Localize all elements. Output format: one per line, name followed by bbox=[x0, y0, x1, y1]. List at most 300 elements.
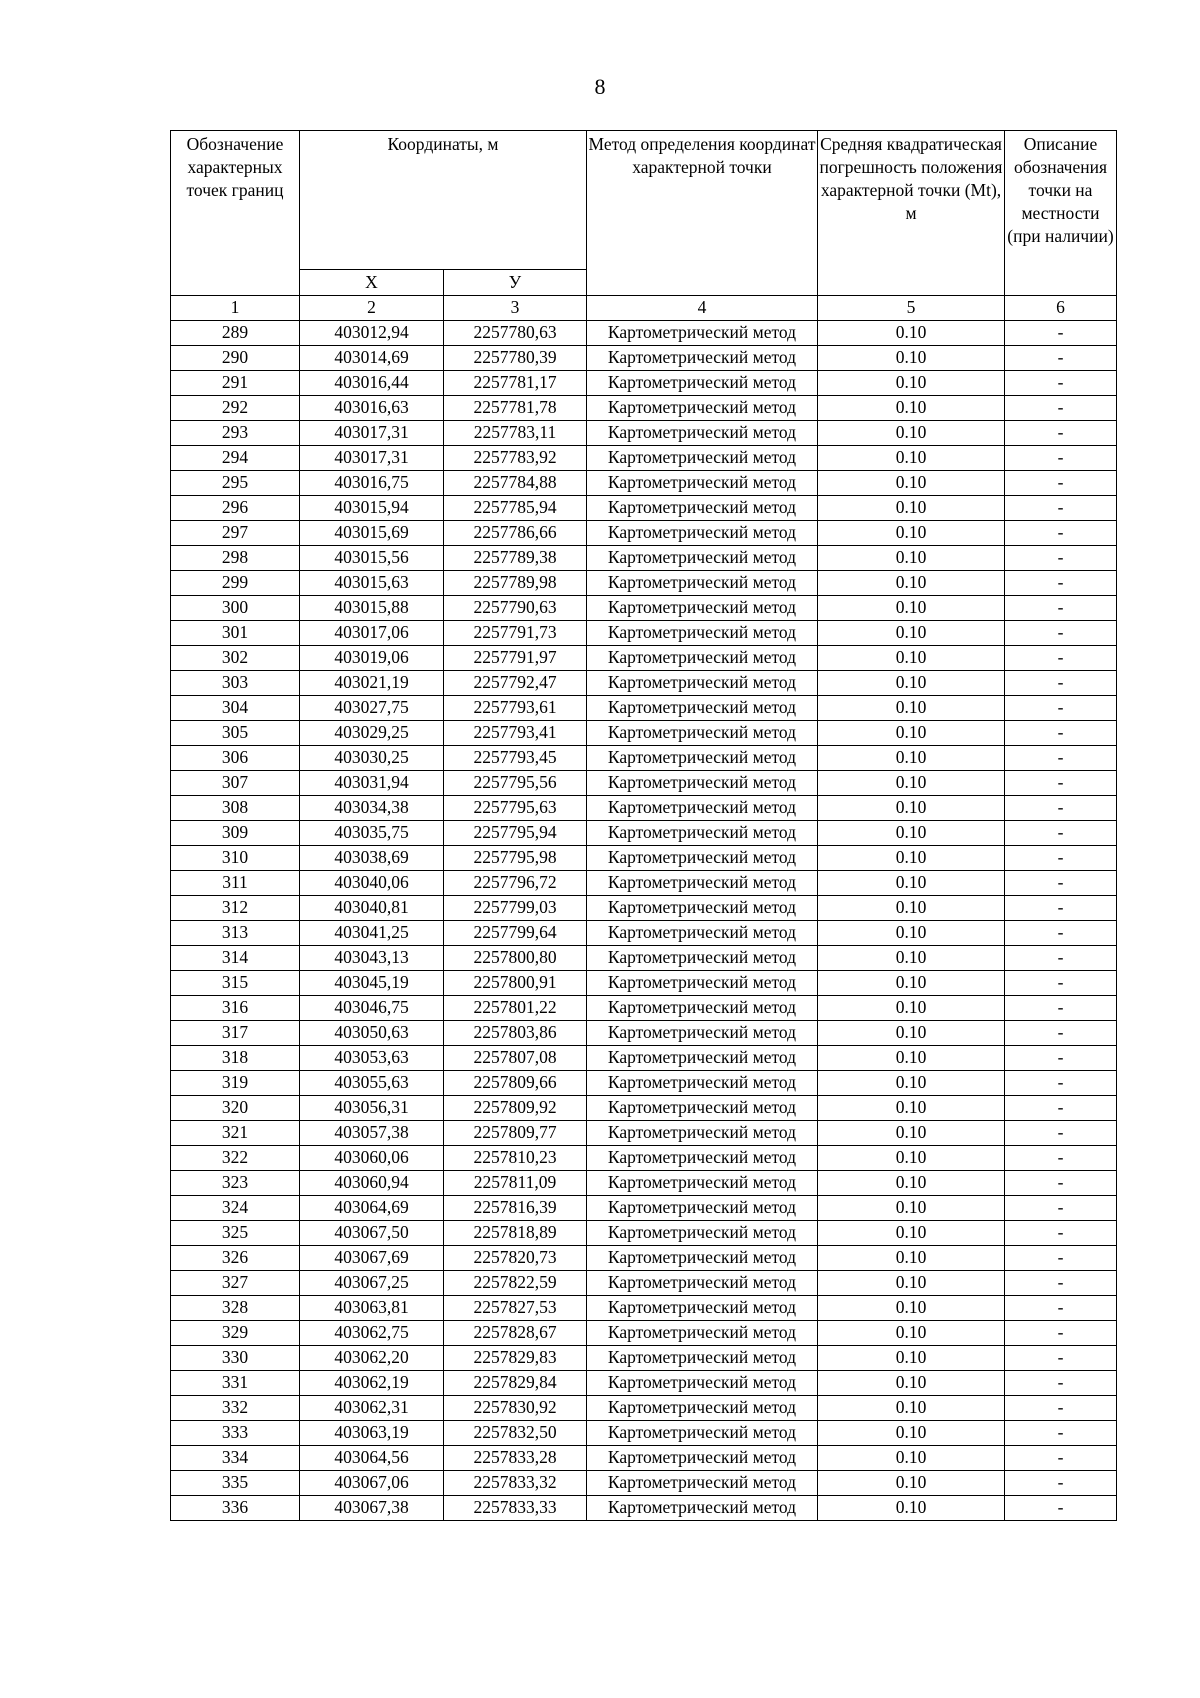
x-coordinate-cell: 403015,88 bbox=[300, 596, 444, 621]
point-id-cell: 301 bbox=[171, 621, 300, 646]
y-coordinate-cell: 2257827,53 bbox=[444, 1296, 587, 1321]
description-cell: - bbox=[1005, 746, 1117, 771]
y-coordinate-cell: 2257791,73 bbox=[444, 621, 587, 646]
y-coordinate-cell: 2257832,50 bbox=[444, 1421, 587, 1446]
error-cell: 0.10 bbox=[818, 396, 1005, 421]
description-cell: - bbox=[1005, 946, 1117, 971]
description-cell: - bbox=[1005, 1446, 1117, 1471]
method-cell: Картометрический метод bbox=[587, 571, 818, 596]
description-cell: - bbox=[1005, 1471, 1117, 1496]
error-cell: 0.10 bbox=[818, 1146, 1005, 1171]
point-id-cell: 312 bbox=[171, 896, 300, 921]
table-row bbox=[171, 1471, 1117, 1496]
table-row bbox=[171, 596, 1117, 621]
y-coordinate-cell: 2257783,11 bbox=[444, 421, 587, 446]
error-cell: 0.10 bbox=[818, 846, 1005, 871]
method-cell: Картометрический метод bbox=[587, 1271, 818, 1296]
error-cell: 0.10 bbox=[818, 871, 1005, 896]
header-point-designation: Обозначение характерных точек границ bbox=[171, 131, 300, 296]
table-row bbox=[171, 621, 1117, 646]
x-coordinate-cell: 403067,38 bbox=[300, 1496, 444, 1521]
point-id-cell: 311 bbox=[171, 871, 300, 896]
error-cell: 0.10 bbox=[818, 346, 1005, 371]
column-number: 6 bbox=[1005, 296, 1117, 321]
x-coordinate-cell: 403067,69 bbox=[300, 1246, 444, 1271]
point-id-cell: 291 bbox=[171, 371, 300, 396]
error-cell: 0.10 bbox=[818, 946, 1005, 971]
x-coordinate-cell: 403034,38 bbox=[300, 796, 444, 821]
error-cell: 0.10 bbox=[818, 571, 1005, 596]
description-cell: - bbox=[1005, 721, 1117, 746]
table-row bbox=[171, 1246, 1117, 1271]
method-cell: Картометрический метод bbox=[587, 946, 818, 971]
table-row bbox=[171, 721, 1117, 746]
table-row bbox=[171, 521, 1117, 546]
error-cell: 0.10 bbox=[818, 1321, 1005, 1346]
point-id-cell: 316 bbox=[171, 996, 300, 1021]
point-id-cell: 289 bbox=[171, 321, 300, 346]
y-coordinate-cell: 2257799,64 bbox=[444, 921, 587, 946]
x-coordinate-cell: 403017,31 bbox=[300, 421, 444, 446]
x-coordinate-cell: 403040,06 bbox=[300, 871, 444, 896]
error-cell: 0.10 bbox=[818, 1021, 1005, 1046]
description-cell: - bbox=[1005, 1121, 1117, 1146]
x-coordinate-cell: 403017,06 bbox=[300, 621, 444, 646]
x-coordinate-cell: 403053,63 bbox=[300, 1046, 444, 1071]
y-coordinate-cell: 2257781,17 bbox=[444, 371, 587, 396]
table-row bbox=[171, 1496, 1117, 1521]
table-row bbox=[171, 921, 1117, 946]
method-cell: Картометрический метод bbox=[587, 646, 818, 671]
description-cell: - bbox=[1005, 1196, 1117, 1221]
description-cell: - bbox=[1005, 1246, 1117, 1271]
table-row bbox=[171, 1021, 1117, 1046]
x-coordinate-cell: 403014,69 bbox=[300, 346, 444, 371]
point-id-cell: 326 bbox=[171, 1246, 300, 1271]
method-cell: Картометрический метод bbox=[587, 796, 818, 821]
x-coordinate-cell: 403050,63 bbox=[300, 1021, 444, 1046]
y-coordinate-cell: 2257822,59 bbox=[444, 1271, 587, 1296]
description-cell: - bbox=[1005, 396, 1117, 421]
error-cell: 0.10 bbox=[818, 1246, 1005, 1271]
point-id-cell: 334 bbox=[171, 1446, 300, 1471]
error-cell: 0.10 bbox=[818, 1046, 1005, 1071]
point-id-cell: 336 bbox=[171, 1496, 300, 1521]
description-cell: - bbox=[1005, 621, 1117, 646]
point-id-cell: 290 bbox=[171, 346, 300, 371]
table-row bbox=[171, 896, 1117, 921]
point-id-cell: 324 bbox=[171, 1196, 300, 1221]
description-cell: - bbox=[1005, 1371, 1117, 1396]
table-row bbox=[171, 746, 1117, 771]
description-cell: - bbox=[1005, 446, 1117, 471]
table-row bbox=[171, 1196, 1117, 1221]
table-row bbox=[171, 421, 1117, 446]
error-cell: 0.10 bbox=[818, 796, 1005, 821]
method-cell: Картометрический метод bbox=[587, 396, 818, 421]
point-id-cell: 294 bbox=[171, 446, 300, 471]
table-row bbox=[171, 1421, 1117, 1446]
table-row bbox=[171, 1371, 1117, 1396]
method-cell: Картометрический метод bbox=[587, 1446, 818, 1471]
x-coordinate-cell: 403015,63 bbox=[300, 571, 444, 596]
x-coordinate-cell: 403060,06 bbox=[300, 1146, 444, 1171]
y-coordinate-cell: 2257809,77 bbox=[444, 1121, 587, 1146]
coordinates-table bbox=[170, 130, 1117, 1521]
table-row bbox=[171, 946, 1117, 971]
description-cell: - bbox=[1005, 1396, 1117, 1421]
table-row bbox=[171, 1071, 1117, 1096]
table-row bbox=[171, 371, 1117, 396]
error-cell: 0.10 bbox=[818, 1071, 1005, 1096]
error-cell: 0.10 bbox=[818, 696, 1005, 721]
error-cell: 0.10 bbox=[818, 746, 1005, 771]
point-id-cell: 306 bbox=[171, 746, 300, 771]
error-cell: 0.10 bbox=[818, 1121, 1005, 1146]
y-coordinate-cell: 2257781,78 bbox=[444, 396, 587, 421]
description-cell: - bbox=[1005, 546, 1117, 571]
point-id-cell: 332 bbox=[171, 1396, 300, 1421]
method-cell: Картометрический метод bbox=[587, 846, 818, 871]
description-cell: - bbox=[1005, 796, 1117, 821]
error-cell: 0.10 bbox=[818, 1196, 1005, 1221]
description-cell: - bbox=[1005, 1346, 1117, 1371]
x-coordinate-cell: 403015,56 bbox=[300, 546, 444, 571]
y-coordinate-cell: 2257829,84 bbox=[444, 1371, 587, 1396]
description-cell: - bbox=[1005, 496, 1117, 521]
x-coordinate-cell: 403029,25 bbox=[300, 721, 444, 746]
method-cell: Картометрический метод bbox=[587, 821, 818, 846]
y-coordinate-cell: 2257799,03 bbox=[444, 896, 587, 921]
method-cell: Картометрический метод bbox=[587, 1196, 818, 1221]
method-cell: Картометрический метод bbox=[587, 896, 818, 921]
point-id-cell: 292 bbox=[171, 396, 300, 421]
column-number: 4 bbox=[587, 296, 818, 321]
x-coordinate-cell: 403021,19 bbox=[300, 671, 444, 696]
method-cell: Картометрический метод bbox=[587, 321, 818, 346]
point-id-cell: 323 bbox=[171, 1171, 300, 1196]
error-cell: 0.10 bbox=[818, 471, 1005, 496]
x-coordinate-cell: 403067,50 bbox=[300, 1221, 444, 1246]
x-coordinate-cell: 403019,06 bbox=[300, 646, 444, 671]
error-cell: 0.10 bbox=[818, 546, 1005, 571]
method-cell: Картометрический метод bbox=[587, 996, 818, 1021]
y-coordinate-cell: 2257795,56 bbox=[444, 771, 587, 796]
point-id-cell: 333 bbox=[171, 1421, 300, 1446]
method-cell: Картометрический метод bbox=[587, 1496, 818, 1521]
description-cell: - bbox=[1005, 1296, 1117, 1321]
error-cell: 0.10 bbox=[818, 1096, 1005, 1121]
y-coordinate-cell: 2257818,89 bbox=[444, 1221, 587, 1246]
table-row bbox=[171, 396, 1117, 421]
table-row bbox=[171, 496, 1117, 521]
table-row bbox=[171, 1221, 1117, 1246]
method-cell: Картометрический метод bbox=[587, 1171, 818, 1196]
x-coordinate-cell: 403030,25 bbox=[300, 746, 444, 771]
point-id-cell: 305 bbox=[171, 721, 300, 746]
table-row bbox=[171, 671, 1117, 696]
point-id-cell: 331 bbox=[171, 1371, 300, 1396]
point-id-cell: 299 bbox=[171, 571, 300, 596]
description-cell: - bbox=[1005, 1071, 1117, 1096]
point-id-cell: 321 bbox=[171, 1121, 300, 1146]
x-coordinate-cell: 403012,94 bbox=[300, 321, 444, 346]
error-cell: 0.10 bbox=[818, 646, 1005, 671]
x-coordinate-cell: 403055,63 bbox=[300, 1071, 444, 1096]
method-cell: Картометрический метод bbox=[587, 1371, 818, 1396]
error-cell: 0.10 bbox=[818, 771, 1005, 796]
table-row bbox=[171, 696, 1117, 721]
description-cell: - bbox=[1005, 1171, 1117, 1196]
y-coordinate-cell: 2257795,63 bbox=[444, 796, 587, 821]
table-row bbox=[171, 846, 1117, 871]
x-coordinate-cell: 403031,94 bbox=[300, 771, 444, 796]
point-id-cell: 318 bbox=[171, 1046, 300, 1071]
column-number-row bbox=[171, 296, 1117, 321]
method-cell: Картометрический метод bbox=[587, 496, 818, 521]
description-cell: - bbox=[1005, 371, 1117, 396]
page-number: 8 bbox=[594, 74, 606, 99]
error-cell: 0.10 bbox=[818, 971, 1005, 996]
description-cell: - bbox=[1005, 1421, 1117, 1446]
x-coordinate-cell: 403041,25 bbox=[300, 921, 444, 946]
table-row bbox=[171, 1096, 1117, 1121]
y-coordinate-cell: 2257833,28 bbox=[444, 1446, 587, 1471]
point-id-cell: 330 bbox=[171, 1346, 300, 1371]
error-cell: 0.10 bbox=[818, 596, 1005, 621]
method-cell: Картометрический метод bbox=[587, 746, 818, 771]
table-row bbox=[171, 1046, 1117, 1071]
x-coordinate-cell: 403060,94 bbox=[300, 1171, 444, 1196]
method-cell: Картометрический метод bbox=[587, 721, 818, 746]
point-id-cell: 293 bbox=[171, 421, 300, 446]
y-coordinate-cell: 2257816,39 bbox=[444, 1196, 587, 1221]
error-cell: 0.10 bbox=[818, 996, 1005, 1021]
x-coordinate-cell: 403015,69 bbox=[300, 521, 444, 546]
x-coordinate-cell: 403027,75 bbox=[300, 696, 444, 721]
error-cell: 0.10 bbox=[818, 1471, 1005, 1496]
error-cell: 0.10 bbox=[818, 371, 1005, 396]
description-cell: - bbox=[1005, 971, 1117, 996]
y-coordinate-cell: 2257783,92 bbox=[444, 446, 587, 471]
method-cell: Картометрический метод bbox=[587, 1321, 818, 1346]
header-description: Описание обозначения точки на местности (при наличии) bbox=[1005, 131, 1117, 296]
y-coordinate-cell: 2257809,66 bbox=[444, 1071, 587, 1096]
table-row bbox=[171, 1396, 1117, 1421]
error-cell: 0.10 bbox=[818, 1271, 1005, 1296]
x-coordinate-cell: 403067,06 bbox=[300, 1471, 444, 1496]
error-cell: 0.10 bbox=[818, 321, 1005, 346]
y-coordinate-cell: 2257810,23 bbox=[444, 1146, 587, 1171]
x-coordinate-cell: 403064,56 bbox=[300, 1446, 444, 1471]
point-id-cell: 296 bbox=[171, 496, 300, 521]
x-coordinate-cell: 403017,31 bbox=[300, 446, 444, 471]
description-cell: - bbox=[1005, 646, 1117, 671]
x-coordinate-cell: 403062,31 bbox=[300, 1396, 444, 1421]
table-row bbox=[171, 796, 1117, 821]
point-id-cell: 328 bbox=[171, 1296, 300, 1321]
point-id-cell: 319 bbox=[171, 1071, 300, 1096]
y-coordinate-cell: 2257795,98 bbox=[444, 846, 587, 871]
x-coordinate-cell: 403064,69 bbox=[300, 1196, 444, 1221]
x-coordinate-cell: 403016,75 bbox=[300, 471, 444, 496]
method-cell: Картометрический метод bbox=[587, 1296, 818, 1321]
error-cell: 0.10 bbox=[818, 1296, 1005, 1321]
method-cell: Картометрический метод bbox=[587, 346, 818, 371]
point-id-cell: 304 bbox=[171, 696, 300, 721]
description-cell: - bbox=[1005, 1221, 1117, 1246]
point-id-cell: 295 bbox=[171, 471, 300, 496]
x-coordinate-cell: 403056,31 bbox=[300, 1096, 444, 1121]
description-cell: - bbox=[1005, 921, 1117, 946]
header-x: Х bbox=[300, 270, 444, 296]
table-row bbox=[171, 1121, 1117, 1146]
y-coordinate-cell: 2257829,83 bbox=[444, 1346, 587, 1371]
y-coordinate-cell: 2257780,39 bbox=[444, 346, 587, 371]
method-cell: Картометрический метод bbox=[587, 671, 818, 696]
y-coordinate-cell: 2257807,08 bbox=[444, 1046, 587, 1071]
y-coordinate-cell: 2257793,45 bbox=[444, 746, 587, 771]
description-cell: - bbox=[1005, 1271, 1117, 1296]
error-cell: 0.10 bbox=[818, 521, 1005, 546]
point-id-cell: 313 bbox=[171, 921, 300, 946]
point-id-cell: 308 bbox=[171, 796, 300, 821]
error-cell: 0.10 bbox=[818, 1171, 1005, 1196]
header-method: Метод определения координат характерной точки bbox=[587, 131, 818, 296]
description-cell: - bbox=[1005, 521, 1117, 546]
y-coordinate-cell: 2257796,72 bbox=[444, 871, 587, 896]
y-coordinate-cell: 2257833,33 bbox=[444, 1496, 587, 1521]
method-cell: Картометрический метод bbox=[587, 621, 818, 646]
method-cell: Картометрический метод bbox=[587, 546, 818, 571]
error-cell: 0.10 bbox=[818, 621, 1005, 646]
x-coordinate-cell: 403043,13 bbox=[300, 946, 444, 971]
description-cell: - bbox=[1005, 821, 1117, 846]
error-cell: 0.10 bbox=[818, 1421, 1005, 1446]
table-row bbox=[171, 971, 1117, 996]
description-cell: - bbox=[1005, 1321, 1117, 1346]
table-body bbox=[171, 321, 1117, 1521]
x-coordinate-cell: 403057,38 bbox=[300, 1121, 444, 1146]
table-row bbox=[171, 1296, 1117, 1321]
header-mean-square-error: Средняя квадратическая погрешность положения характерной точки (Mt), м bbox=[818, 131, 1005, 296]
method-cell: Картометрический метод bbox=[587, 771, 818, 796]
x-coordinate-cell: 403016,44 bbox=[300, 371, 444, 396]
point-id-cell: 297 bbox=[171, 521, 300, 546]
y-coordinate-cell: 2257792,47 bbox=[444, 671, 587, 696]
method-cell: Картометрический метод bbox=[587, 421, 818, 446]
y-coordinate-cell: 2257828,67 bbox=[444, 1321, 587, 1346]
method-cell: Картометрический метод bbox=[587, 1221, 818, 1246]
y-coordinate-cell: 2257800,80 bbox=[444, 946, 587, 971]
point-id-cell: 298 bbox=[171, 546, 300, 571]
method-cell: Картометрический метод bbox=[587, 1421, 818, 1446]
x-coordinate-cell: 403046,75 bbox=[300, 996, 444, 1021]
y-coordinate-cell: 2257820,73 bbox=[444, 1246, 587, 1271]
x-coordinate-cell: 403038,69 bbox=[300, 846, 444, 871]
point-id-cell: 307 bbox=[171, 771, 300, 796]
method-cell: Картометрический метод bbox=[587, 1396, 818, 1421]
table-row bbox=[171, 646, 1117, 671]
table-row bbox=[171, 771, 1117, 796]
x-coordinate-cell: 403062,75 bbox=[300, 1321, 444, 1346]
x-coordinate-cell: 403015,94 bbox=[300, 496, 444, 521]
method-cell: Картометрический метод bbox=[587, 446, 818, 471]
table-header bbox=[171, 131, 1117, 321]
y-coordinate-cell: 2257784,88 bbox=[444, 471, 587, 496]
method-cell: Картометрический метод bbox=[587, 521, 818, 546]
point-id-cell: 315 bbox=[171, 971, 300, 996]
method-cell: Картометрический метод bbox=[587, 1096, 818, 1121]
x-coordinate-cell: 403067,25 bbox=[300, 1271, 444, 1296]
table-row bbox=[171, 571, 1117, 596]
error-cell: 0.10 bbox=[818, 896, 1005, 921]
error-cell: 0.10 bbox=[818, 1396, 1005, 1421]
point-id-cell: 317 bbox=[171, 1021, 300, 1046]
description-cell: - bbox=[1005, 1496, 1117, 1521]
x-coordinate-cell: 403062,20 bbox=[300, 1346, 444, 1371]
point-id-cell: 309 bbox=[171, 821, 300, 846]
table-row bbox=[171, 471, 1117, 496]
method-cell: Картометрический метод bbox=[587, 1046, 818, 1071]
error-cell: 0.10 bbox=[818, 1371, 1005, 1396]
description-cell: - bbox=[1005, 896, 1117, 921]
table-row bbox=[171, 446, 1117, 471]
point-id-cell: 300 bbox=[171, 596, 300, 621]
description-cell: - bbox=[1005, 1046, 1117, 1071]
header-y: У bbox=[444, 270, 587, 296]
description-cell: - bbox=[1005, 321, 1117, 346]
error-cell: 0.10 bbox=[818, 1346, 1005, 1371]
y-coordinate-cell: 2257793,41 bbox=[444, 721, 587, 746]
point-id-cell: 303 bbox=[171, 671, 300, 696]
table-row bbox=[171, 546, 1117, 571]
point-id-cell: 329 bbox=[171, 1321, 300, 1346]
description-cell: - bbox=[1005, 471, 1117, 496]
method-cell: Картометрический метод bbox=[587, 596, 818, 621]
y-coordinate-cell: 2257789,98 bbox=[444, 571, 587, 596]
method-cell: Картометрический метод bbox=[587, 921, 818, 946]
column-number: 3 bbox=[444, 296, 587, 321]
x-coordinate-cell: 403035,75 bbox=[300, 821, 444, 846]
error-cell: 0.10 bbox=[818, 446, 1005, 471]
table-row bbox=[171, 871, 1117, 896]
header-coordinates: Координаты, м bbox=[300, 131, 587, 270]
x-coordinate-cell: 403063,19 bbox=[300, 1421, 444, 1446]
error-cell: 0.10 bbox=[818, 1221, 1005, 1246]
point-id-cell: 310 bbox=[171, 846, 300, 871]
y-coordinate-cell: 2257786,66 bbox=[444, 521, 587, 546]
y-coordinate-cell: 2257801,22 bbox=[444, 996, 587, 1021]
table-row bbox=[171, 996, 1117, 1021]
method-cell: Картометрический метод bbox=[587, 471, 818, 496]
description-cell: - bbox=[1005, 671, 1117, 696]
y-coordinate-cell: 2257803,86 bbox=[444, 1021, 587, 1046]
x-coordinate-cell: 403016,63 bbox=[300, 396, 444, 421]
y-coordinate-cell: 2257791,97 bbox=[444, 646, 587, 671]
column-number: 1 bbox=[171, 296, 300, 321]
description-cell: - bbox=[1005, 346, 1117, 371]
error-cell: 0.10 bbox=[818, 821, 1005, 846]
method-cell: Картометрический метод bbox=[587, 1071, 818, 1096]
method-cell: Картометрический метод bbox=[587, 1121, 818, 1146]
point-id-cell: 302 bbox=[171, 646, 300, 671]
method-cell: Картометрический метод bbox=[587, 1021, 818, 1046]
point-id-cell: 320 bbox=[171, 1096, 300, 1121]
y-coordinate-cell: 2257789,38 bbox=[444, 546, 587, 571]
description-cell: - bbox=[1005, 871, 1117, 896]
column-number: 5 bbox=[818, 296, 1005, 321]
